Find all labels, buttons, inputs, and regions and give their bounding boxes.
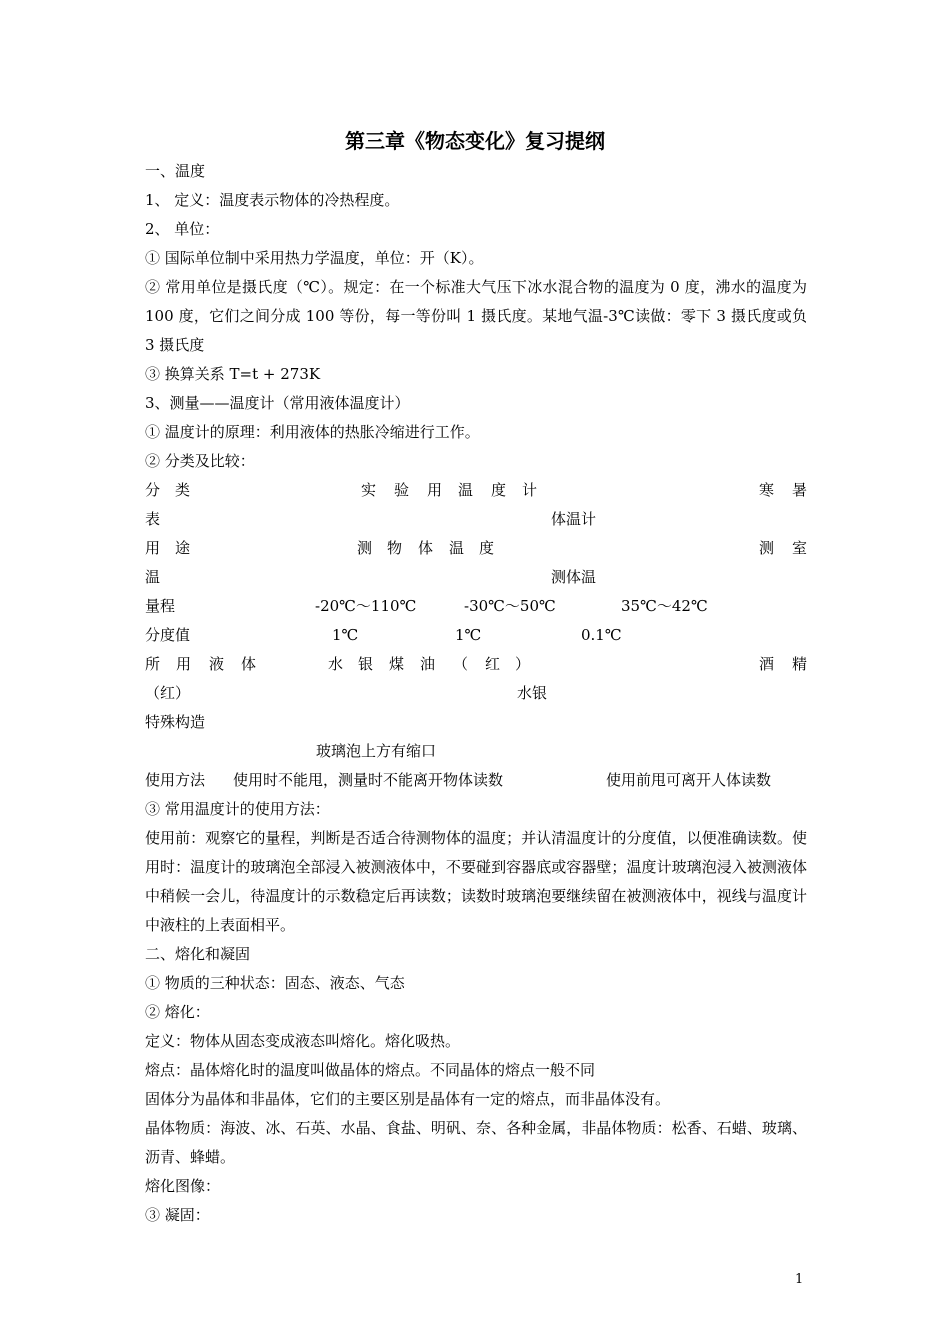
document-body [145,157,807,1230]
table-cell: 使用前甩可离开人体读数 [606,771,772,789]
table-cell: 室 [792,539,808,557]
table-cell: 体 [241,655,257,673]
page-title: 第三章《物态变化》复习提纲 [345,129,605,153]
table-row [145,650,807,679]
measure-item-2: ② 分类及比较： [145,452,255,470]
table-cell: 量程 [145,597,176,615]
table-cell: 精 [792,655,808,673]
melting-heading: ② 熔化： [145,1003,210,1021]
table-cell: 用 [176,655,192,673]
section-heading-melting: 二、熔化和凝固 [145,945,251,963]
table-cell: 实 [361,481,377,499]
table-cell: 银 [358,655,374,673]
table-cell: 体温计 [551,510,597,528]
melting-graph-label: 熔化图像： [145,1177,221,1195]
table-cell: 所 [145,655,161,673]
table-cell: 暑 [792,481,808,499]
unit-heading: 2、 单位： [145,220,220,238]
table-row [145,534,807,563]
states-line: ① 物质的三种状态：固态、液态、气态 [145,974,405,992]
table-row [145,505,807,534]
table-row [145,737,807,766]
unit-item-1: ① 国际单位制中采用热力学温度，单位：开（K）。 [145,249,484,267]
usage-paragraph: 使用前：观察它的量程，判断是否适合待测物体的温度；并认清温度计的分度值，以便准确读数。使用时：温度计的玻璃泡全部浸入被测液体中，不要碰到容器底或容器壁；温度计玻璃泡浸入被测液体中稍候一会儿，待温度计的示数稳定后再读数；读数时玻璃泡要继续留在被测液体中，视线与温度计中液柱的上表面相平。 [145,829,807,934]
table-cell: -30℃～50℃ [464,597,556,615]
crystal-examples: 晶体物质：海波、冰、石英、水晶、食盐、明矾、奈、各种金属，非晶体物质：松香、石蜡、玻璃、沥青、蜂蜡。 [145,1119,807,1166]
measure-heading: 3、测量——温度计（常用液体温度计） [145,394,410,412]
table-cell: 用 [427,481,443,499]
table-cell: 0.1℃ [581,626,622,644]
table-cell: 温 [458,481,474,499]
table-cell: 测体温 [551,568,597,586]
table-cell: 1℃ [455,626,482,644]
table-cell: 用 [145,539,161,557]
table-cell: （红） [145,684,191,702]
table-cell: 玻璃泡上方有缩口 [316,742,437,760]
table-row [145,476,807,505]
table-row [145,563,807,592]
definition-line: 1、 定义：温度表示物体的冷热程度。 [145,191,400,209]
table-cell: 水银 [517,684,548,702]
table-cell: 特殊构造 [145,713,206,731]
table-cell: 水 [328,655,344,673]
table-cell: 35℃～42℃ [621,597,708,615]
table-cell: 计 [522,481,538,499]
table-cell: ） [515,655,531,673]
table-cell: 验 [394,481,410,499]
solid-types-line: 固体分为晶体和非晶体，它们的主要区别是晶体有一定的熔点，而非晶体没有。 [145,1090,671,1108]
table-cell: 测 [759,539,775,557]
table-row [145,592,807,621]
table-cell: 温 [449,539,465,557]
measure-item-1: ① 温度计的原理：利用液体的热胀冷缩进行工作。 [145,423,480,441]
table-cell: 分度值 [145,626,191,644]
page-number: 1 [795,1272,804,1287]
unit-item-3: ③ 换算关系 T=t + 273K [145,365,321,383]
section-heading-temperature: 一、温度 [145,162,206,180]
table-cell: 表 [145,510,161,528]
table-cell: 测 [357,539,373,557]
table-cell: （ [453,655,469,673]
table-cell: 使用时不能甩，测量时不能离开物体读数 [233,771,504,789]
table-row [145,621,807,650]
table-cell: 度 [479,539,495,557]
usage-heading: ③ 常用温度计的使用方法： [145,800,330,818]
table-cell: 红 [485,655,501,673]
melting-point-line: 熔点：晶体熔化时的温度叫做晶体的熔点。不同晶体的熔点一般不同 [145,1061,596,1079]
table-cell: 液 [209,655,225,673]
table-cell: 酒 [759,655,775,673]
table-cell: 分 [145,481,161,499]
table-cell: 寒 [759,481,775,499]
table-cell: 物 [387,539,403,557]
table-cell: 途 [175,539,191,557]
table-cell: -20℃～110℃ [315,597,417,615]
melting-definition: 定义：物体从固态变成液态叫熔化。熔化吸热。 [145,1032,461,1050]
table-row [145,708,807,737]
table-cell: 体 [418,539,434,557]
solidify-heading: ③ 凝固： [145,1206,210,1224]
table-cell: 煤 [389,655,405,673]
table-row [145,679,807,708]
table-cell: 温 [145,568,161,586]
table-cell: 度 [491,481,507,499]
table-cell: 类 [175,481,191,499]
unit-item-2: ② 常用单位是摄氏度（℃）。规定：在一个标准大气压下冰水混合物的温度为 0 度，沸水的温度为 100 度，它们之间分成 100 等份，每一等份叫 1 摄氏度。某地气温-3℃读做：零下 3 摄氏度或负 3 摄氏度 [145,278,807,354]
table-cell: 使用方法 [145,771,206,789]
table-row [145,766,807,795]
table-cell: 1℃ [332,626,359,644]
table-cell: 油 [420,655,436,673]
